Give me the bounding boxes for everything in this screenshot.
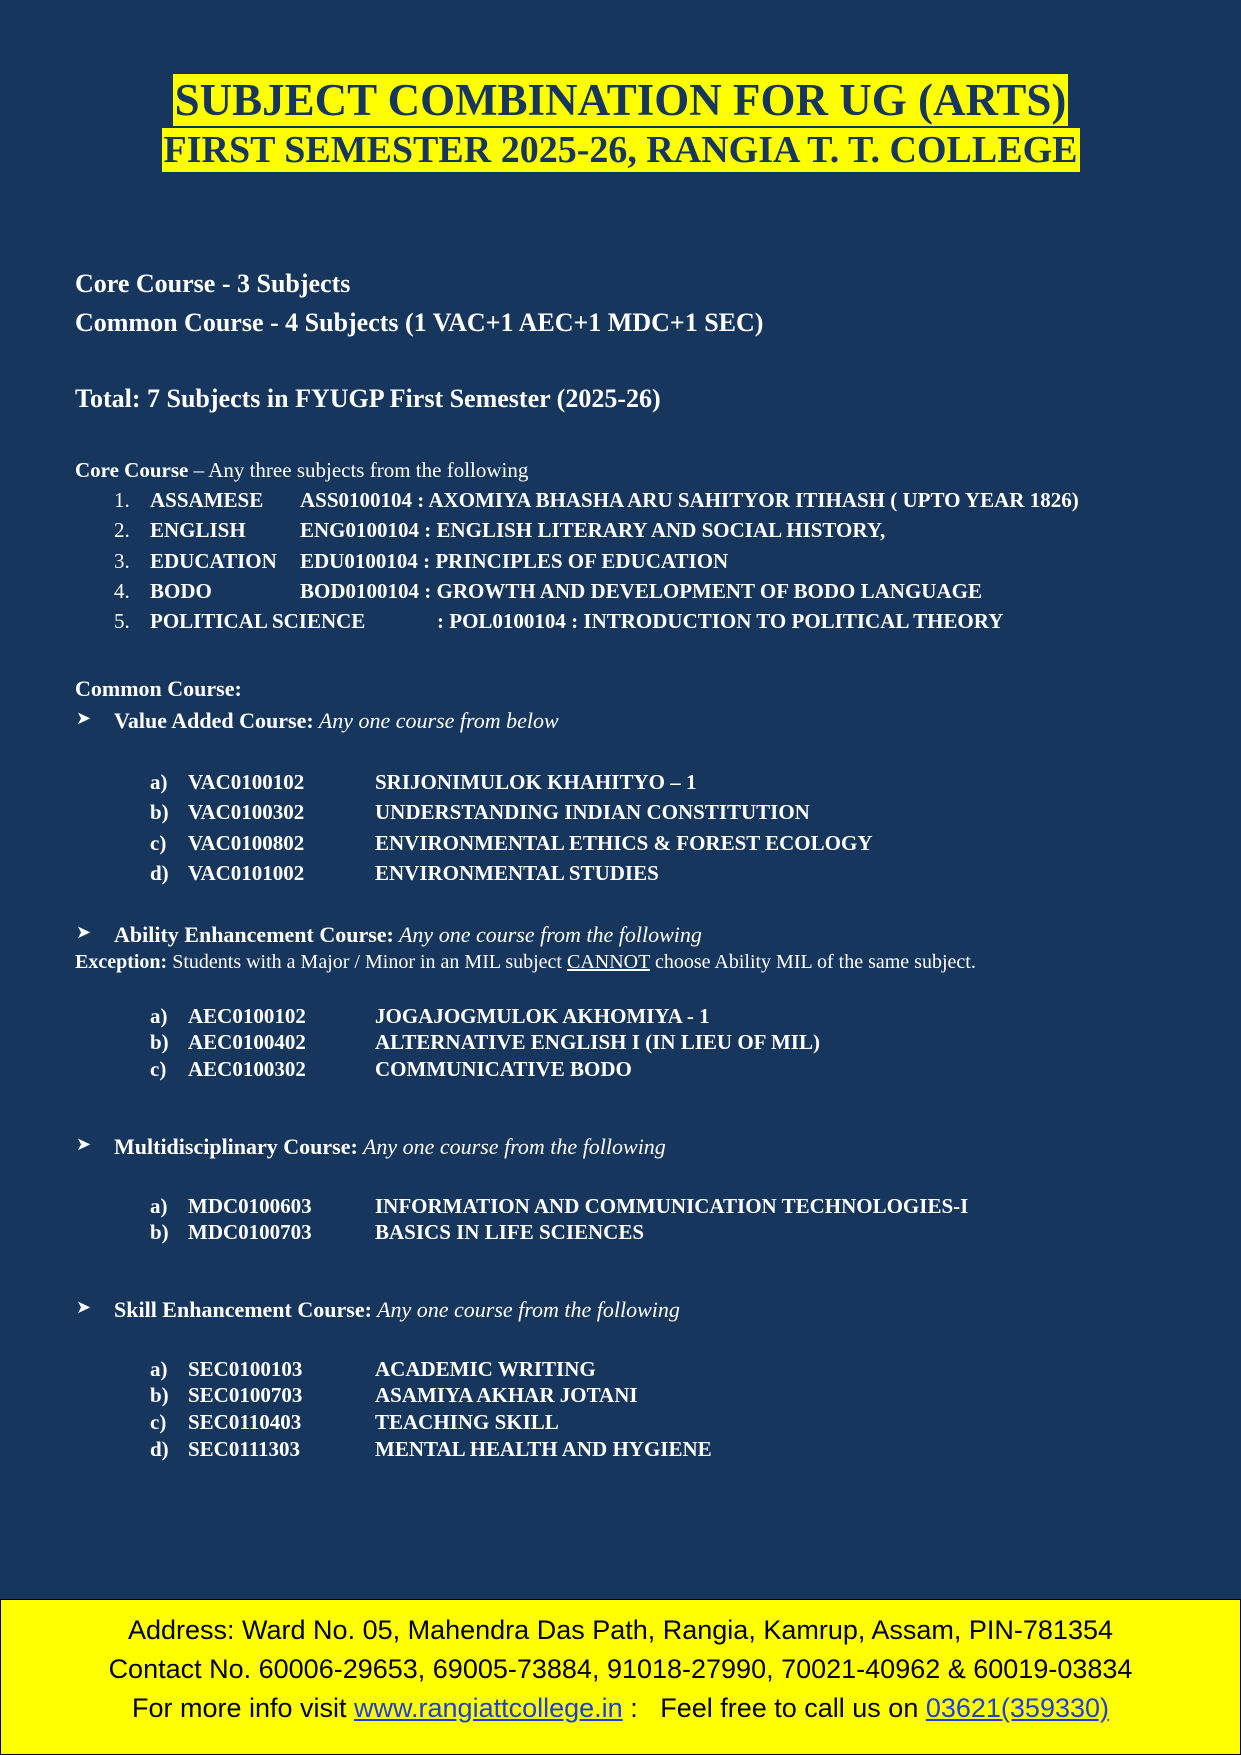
list-item <box>0 579 1241 605</box>
list-item <box>0 831 1241 857</box>
list-item <box>0 1383 1241 1409</box>
summary-core: Core Course - 3 Subjects <box>75 269 351 298</box>
page-subtitle: FIRST SEMESTER 2025-26, RANGIA T. T. COLLEGE <box>163 129 1078 171</box>
sec-item-code: SEC0110403 <box>188 1410 302 1434</box>
core-item-number: 5. <box>114 609 130 633</box>
summary-common: Common Course - 4 Subjects (1 VAC+1 AEC+1 MDC+1 SEC) <box>75 308 764 337</box>
core-item-paper: ENG0100104 : ENGLISH LITERARY AND SOCIAL HISTORY, <box>300 518 886 542</box>
sec-item-code: SEC0100703 <box>188 1383 303 1407</box>
vac-note: Any one course from below <box>313 708 559 733</box>
aec-exception-note <box>75 951 976 974</box>
list-item <box>0 609 1241 635</box>
vac-item-name: ENVIRONMENTAL STUDIES <box>375 861 659 885</box>
list-item <box>0 1194 1241 1220</box>
core-item-subject: BODO <box>150 579 212 603</box>
sec-item-letter: b) <box>150 1383 169 1407</box>
core-item-subject: ENGLISH <box>150 518 246 542</box>
mdc-item-name: INFORMATION AND COMMUNICATION TECHNOLOGIES-I <box>375 1194 969 1218</box>
aec-item-code: AEC0100302 <box>188 1057 306 1081</box>
vac-item-letter: a) <box>150 770 168 794</box>
list-item <box>0 518 1241 544</box>
phone-link[interactable]: 03621(359330) <box>925 1693 1110 1723</box>
mdc-note: Any one course from the following <box>357 1134 666 1159</box>
aec-title: Ability Enhancement Course: <box>114 922 394 947</box>
aec-item-name: COMMUNICATIVE BODO <box>375 1057 632 1081</box>
list-item <box>0 1220 1241 1246</box>
mdc-item-code: MDC0100603 <box>188 1194 312 1218</box>
mdc-item-code: MDC0100703 <box>188 1220 312 1244</box>
mdc-item-letter: a) <box>150 1194 168 1218</box>
vac-item-name: UNDERSTANDING INDIAN CONSTITUTION <box>375 800 810 824</box>
arrowhead-bullet-icon: ➤ <box>76 922 92 943</box>
sec-item-letter: d) <box>150 1437 169 1461</box>
vac-item-letter: d) <box>150 861 169 885</box>
footer-contact-bar <box>0 1599 1241 1755</box>
aec-item-code: AEC0100102 <box>188 1004 306 1028</box>
aec-item-letter: b) <box>150 1030 169 1054</box>
vac-item-code: VAC0100802 <box>188 831 305 855</box>
core-item-paper: ASS0100104 : AXOMIYA BHASHA ARU SAHITYOR ITIHASH ( UPTO YEAR 1826) <box>300 488 1079 512</box>
core-item-number: 4. <box>114 579 130 603</box>
aec-item-name: ALTERNATIVE ENGLISH I (IN LIEU OF MIL) <box>375 1030 820 1054</box>
vac-item-code: VAC0100302 <box>188 800 305 824</box>
core-item-subject: POLITICAL SCIENCE <box>150 609 366 633</box>
mdc-title: Multidisciplinary Course: <box>114 1134 358 1159</box>
list-item <box>0 1357 1241 1383</box>
list-item <box>0 770 1241 796</box>
mdc-item-letter: b) <box>150 1220 169 1244</box>
exception-label: Exception: <box>75 951 168 973</box>
title-block <box>0 74 1241 172</box>
exception-text-post: choose Ability MIL of the same subject. <box>649 951 976 973</box>
core-course-heading <box>75 458 528 483</box>
sec-item-code: SEC0111303 <box>188 1437 301 1461</box>
footer-info-line <box>1 1693 1240 1724</box>
sec-item-name: TEACHING SKILL <box>375 1410 559 1434</box>
footer-info-pre: For more info visit <box>131 1693 355 1723</box>
core-item-paper: BOD0100104 : GROWTH AND DEVELOPMENT OF BODO LANGUAGE <box>300 579 982 603</box>
vac-title: Value Added Course: <box>114 708 314 733</box>
core-item-number: 1. <box>114 488 130 512</box>
list-item <box>0 1030 1241 1056</box>
summary-total: Total: 7 Subjects in FYUGP First Semester (2025-26) <box>75 384 661 413</box>
list-item <box>0 861 1241 887</box>
core-item-paper: EDU0100104 : PRINCIPLES OF EDUCATION <box>300 549 729 573</box>
sec-item-name: ASAMIYA AKHAR JOTANI <box>375 1383 638 1407</box>
sec-item-name: ACADEMIC WRITING <box>375 1357 596 1381</box>
core-item-subject: ASSAMESE <box>150 488 264 512</box>
footer-info-mid: : Feel free to call us on <box>622 1693 926 1723</box>
core-course-note: – Any three subjects from the following <box>188 458 529 482</box>
sec-item-code: SEC0100103 <box>188 1357 303 1381</box>
aec-item-letter: c) <box>150 1057 167 1081</box>
vac-item-name: ENVIRONMENTAL ETHICS & FOREST ECOLOGY <box>375 831 873 855</box>
core-course-title: Core Course <box>75 458 189 482</box>
vac-item-code: VAC0100102 <box>188 770 305 794</box>
aec-item-code: AEC0100402 <box>188 1030 306 1054</box>
mdc-item-name: BASICS IN LIFE SCIENCES <box>375 1220 645 1244</box>
footer-contact: Contact No. 60006-29653, 69005-73884, 91018-27990, 70021-40962 & 60019-03834 <box>108 1654 1133 1684</box>
common-course-heading: Common Course: <box>75 676 242 701</box>
list-item <box>0 488 1241 514</box>
exception-emphasis: CANNOT <box>566 951 650 973</box>
arrowhead-bullet-icon: ➤ <box>76 708 92 729</box>
footer-address: Address: Ward No. 05, Mahendra Das Path, Rangia, Kamrup, Assam, PIN-781354 <box>128 1615 1113 1645</box>
core-item-subject: EDUCATION <box>150 549 277 573</box>
core-item-number: 2. <box>114 518 130 542</box>
sec-item-name: MENTAL HEALTH AND HYGIENE <box>375 1437 712 1461</box>
core-item-paper: : POL0100104 : INTRODUCTION TO POLITICAL THEORY <box>437 609 1004 633</box>
page-title: SUBJECT COMBINATION FOR UG (ARTS) <box>174 75 1067 125</box>
list-item <box>0 1057 1241 1083</box>
list-item <box>0 549 1241 575</box>
vac-item-code: VAC0101002 <box>188 861 305 885</box>
aec-item-letter: a) <box>150 1004 168 1028</box>
list-item <box>0 1410 1241 1436</box>
list-item <box>0 1437 1241 1463</box>
arrowhead-bullet-icon: ➤ <box>76 1134 92 1155</box>
website-link[interactable]: www.rangiattcollege.in <box>354 1693 623 1723</box>
vac-item-letter: b) <box>150 800 169 824</box>
aec-item-name: JOGAJOGMULOK AKHOMIYA - 1 <box>375 1004 710 1028</box>
exception-text-pre: Students with a Major / Minor in an MIL subject <box>167 951 567 973</box>
vac-item-name: SRIJONIMULOK KHAHITYO – 1 <box>375 770 697 794</box>
list-item <box>0 800 1241 826</box>
sec-note: Any one course from the following <box>371 1297 680 1322</box>
sec-title: Skill Enhancement Course: <box>114 1297 372 1322</box>
list-item <box>0 1004 1241 1030</box>
core-item-number: 3. <box>114 549 130 573</box>
arrowhead-bullet-icon: ➤ <box>76 1297 92 1318</box>
aec-note: Any one course from the following <box>393 922 702 947</box>
sec-item-letter: c) <box>150 1410 167 1434</box>
sec-item-letter: a) <box>150 1357 168 1381</box>
vac-item-letter: c) <box>150 831 167 855</box>
